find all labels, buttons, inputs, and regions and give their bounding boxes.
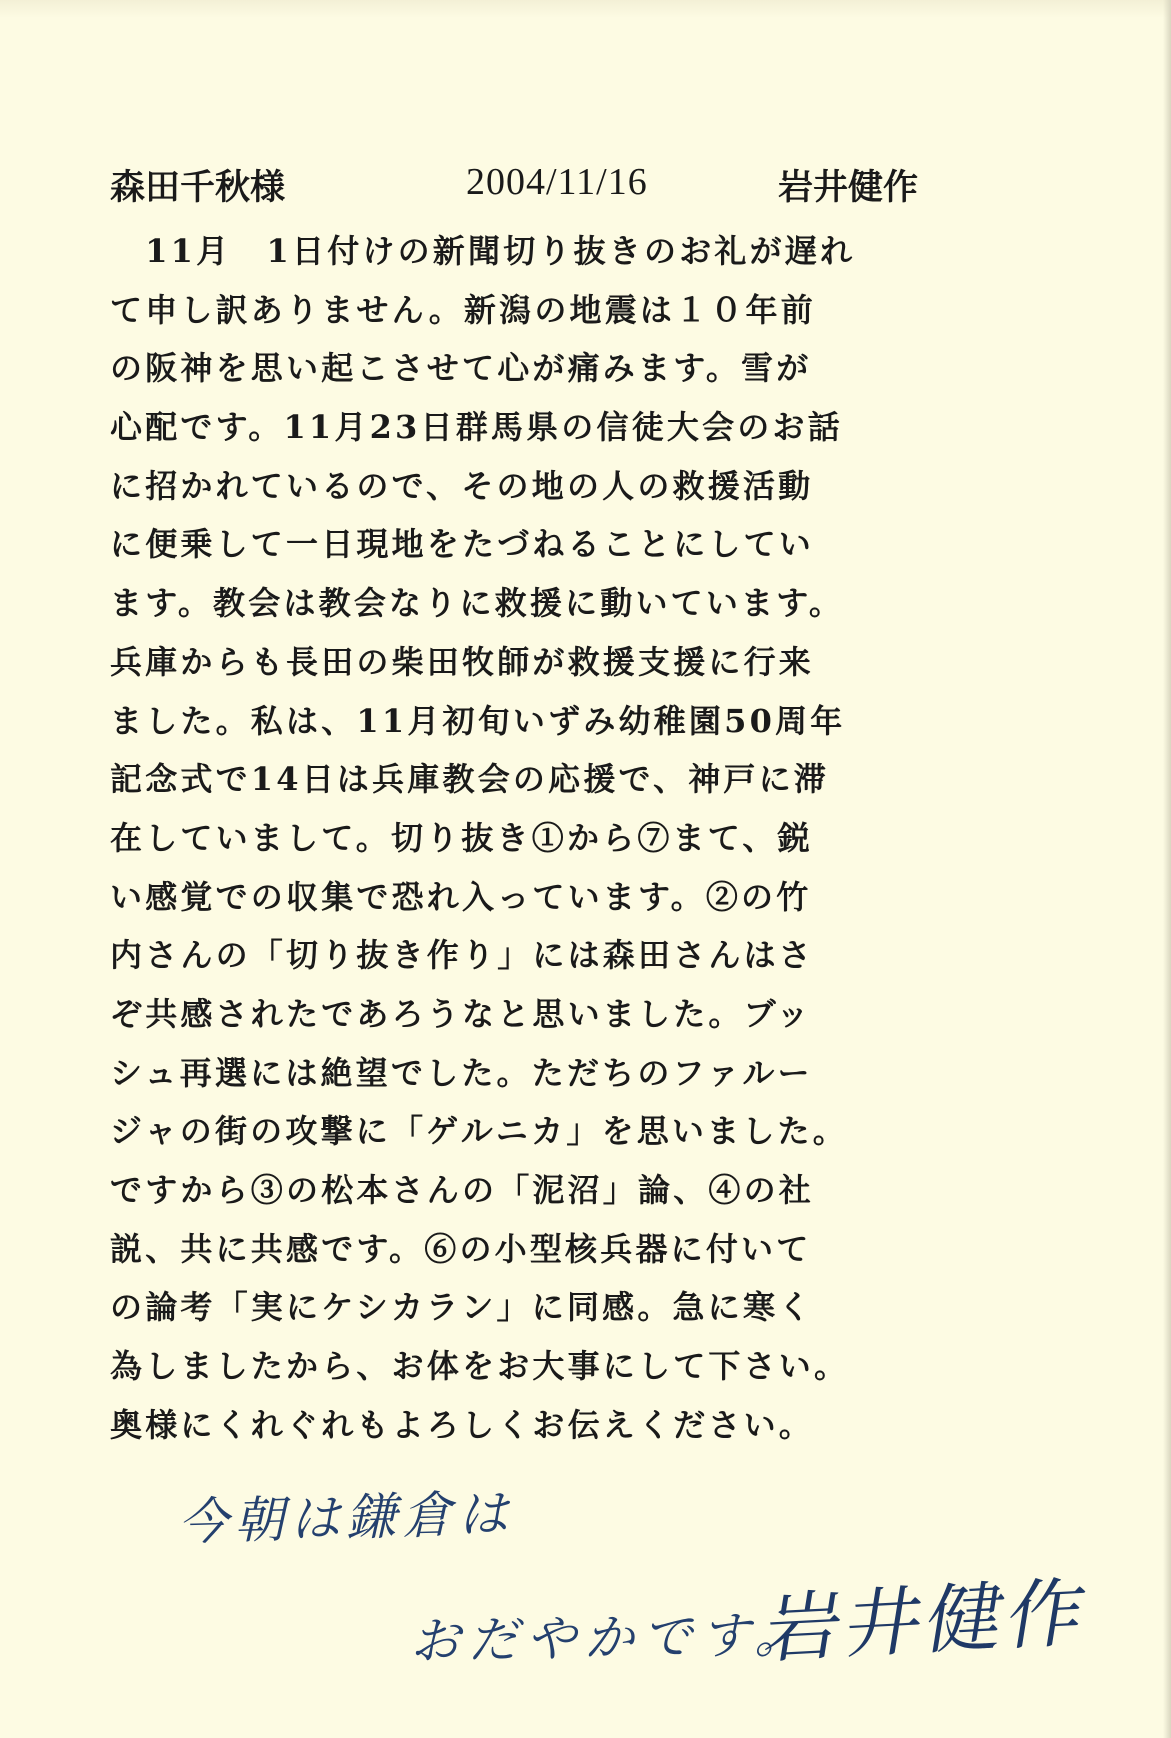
body-line: ぞ共感されたであろうなと思いました。ブッ	[110, 994, 812, 1033]
body-line: 兵庫からも長田の柴田牧師が救援支援に行来	[110, 642, 815, 681]
handwritten-line: 今朝は鎌倉は	[177, 1484, 515, 1552]
body-line: の論考「実にケシカラン」に同感。急に寒く	[110, 1288, 814, 1327]
body-line: ます。教会は教会なりに救援に動いています。	[110, 584, 845, 623]
body-line: 奥様にくれぐれもよろしくお伝えください。	[110, 1405, 815, 1444]
signature-text: 岩井健作	[758, 1567, 1096, 1674]
body-line: 説、共に共感です。⑥の小型核兵器に付いて	[110, 1229, 812, 1268]
sender-name: 岩井健作	[778, 167, 919, 208]
body-line: 記念式で14日は兵庫教会の応援で、神戸に滞	[110, 760, 830, 799]
body-line: の阪神を思い起こさせて心が痛みます。雪が	[110, 349, 812, 388]
body-line: 11月 1日付けの新聞切り抜きのお礼が遅れ	[110, 232, 856, 270]
body-line: に便乗して一日現地をたづねることにしてい	[110, 525, 815, 564]
body-line: ジャの街の攻撃に「ゲルニカ」を思いました。	[110, 1112, 848, 1151]
letter-date: 2004/11/16	[466, 161, 648, 203]
body-line: に招かれているので、その地の人の救援活動	[110, 466, 814, 505]
recipient-name: 森田千秋様	[110, 167, 286, 208]
body-line: 在していまして。切り抜き①から⑦まて、鋭	[110, 818, 813, 857]
body-line: ました。私は、11月初旬いずみ幼稚園50周年	[110, 701, 846, 740]
body-line: て申し訳ありません。新潟の地震は１０年前	[110, 290, 816, 329]
body-line: 心配です。11月23日群馬県の信徒大会のお話	[110, 408, 843, 447]
body-line: い感覚での収集で恐れ入っています。②の竹	[110, 877, 812, 916]
body-line: シュ再選には絶望でした。ただちのファルー	[110, 1053, 813, 1092]
body-line: ですから③の松本さんの「泥沼」論、④の社	[110, 1171, 815, 1209]
body-line: 為しましたから、お体をお大事にして下さい。	[110, 1347, 850, 1386]
handwritten-signature	[758, 1560, 1096, 1680]
body-line: 内さんの「切り抜き作り」には森田さんはさ	[110, 936, 815, 975]
handwritten-line: おだやかです。	[409, 1605, 813, 1671]
